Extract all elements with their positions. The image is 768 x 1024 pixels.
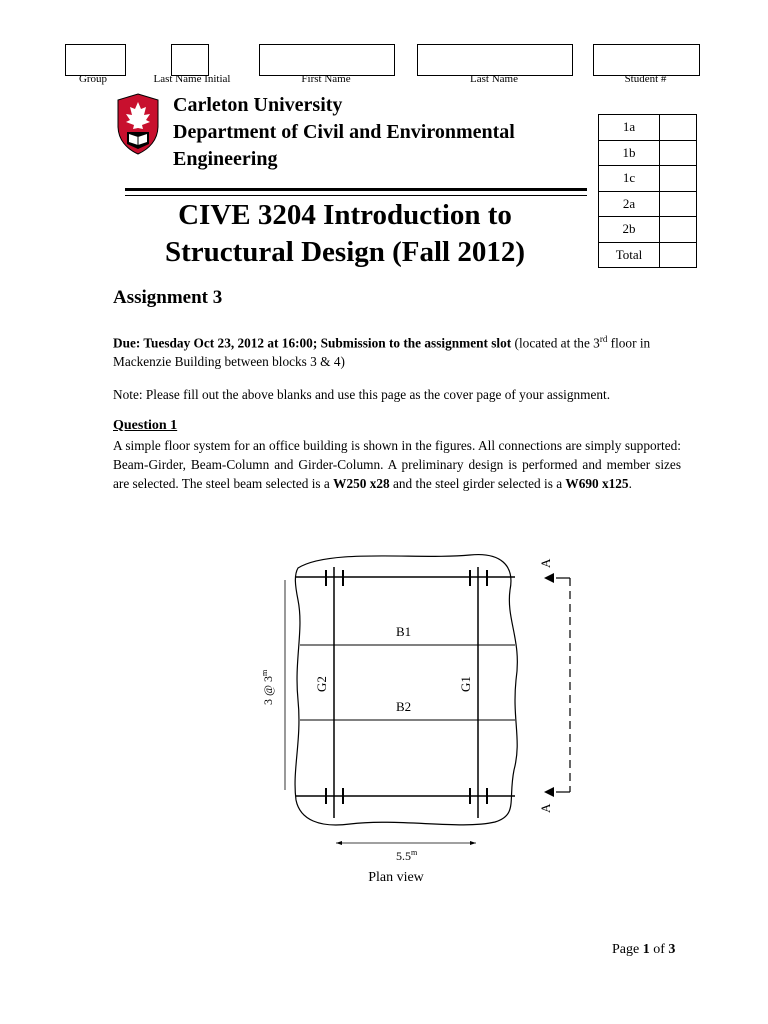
section-arrow-top (544, 573, 554, 583)
course-title-line2: Structural Design (Fall 2012) (164, 236, 526, 268)
last-name-label: Last Name (470, 73, 518, 85)
horizontal-span: 5.5 (396, 849, 411, 863)
page-middle: of (649, 942, 669, 957)
due-date: Due: Tuesday Oct 23, 2012 at 16:00; Submission to the assignment slot (113, 335, 512, 351)
vertical-dimension-label (260, 669, 275, 705)
question-1-text-a: A simple floor system for an office building is shown in the figures. All connections are simply supported: Beam-Girder, Beam-Column and Girder-Column. A preliminary design is performed and member sizes are selected. The steel beam selected is a (113, 438, 681, 491)
beam-b2-label: B2 (396, 699, 412, 714)
girder-size: W690 x125 (565, 476, 629, 491)
question-1-text-c: . (628, 476, 632, 491)
horizontal-dimension-label (396, 848, 418, 863)
vertical-span-unit: m (260, 669, 269, 676)
section-arrow-bottom (544, 787, 554, 797)
department-name-cont: Engineering (173, 148, 278, 170)
beam-b1-label: B1 (396, 624, 412, 639)
note-text: Note: Please fill out the above blanks and use this page as the cover page of your assignment. (113, 387, 611, 402)
department-name: Department of Civil and Environmental (173, 121, 515, 143)
course-title-line1: CIVE 3204 Introduction to (178, 199, 512, 231)
last-name-initial-label: Last Name Initial (153, 73, 231, 85)
girder-g2-label: G2 (314, 676, 329, 692)
plan-view-caption: Plan view (368, 870, 424, 885)
student-number-label: Student # (624, 73, 667, 85)
due-location-sup: rd (599, 334, 608, 344)
marks-row-label: Total (599, 242, 660, 268)
marks-row-label: 1c (599, 166, 660, 192)
page-number (612, 942, 675, 958)
question-1-text-b: and the steel girder selected is a (389, 476, 566, 491)
marks-row-label: 1a (599, 115, 660, 141)
vertical-span: 3 @ 3 (261, 675, 275, 705)
first-name-label: First Name (301, 73, 351, 85)
page-prefix: Page (612, 942, 643, 957)
marks-row-label: 2a (599, 191, 660, 217)
group-label: Group (78, 73, 108, 85)
beam-size: W250 x28 (333, 476, 390, 491)
page-total: 3 (668, 942, 676, 957)
page-current: 1 (642, 942, 650, 957)
marks-row-label: 2b (599, 217, 660, 243)
girder-g1-label: G1 (458, 676, 473, 692)
due-location-cont: floor in Mackenzie Building between blocks 3 & 4) (113, 335, 651, 370)
section-label-bottom: A (538, 803, 553, 813)
marks-row-label: 1b (599, 140, 660, 166)
question-1-heading: Question 1 (113, 418, 178, 433)
university-name: Carleton University (173, 94, 343, 116)
horizontal-span-unit: m (411, 848, 418, 857)
due-location: (located at the 3 (511, 335, 600, 351)
assignment-title: Assignment 3 (113, 287, 223, 308)
section-label-top: A (538, 558, 553, 568)
